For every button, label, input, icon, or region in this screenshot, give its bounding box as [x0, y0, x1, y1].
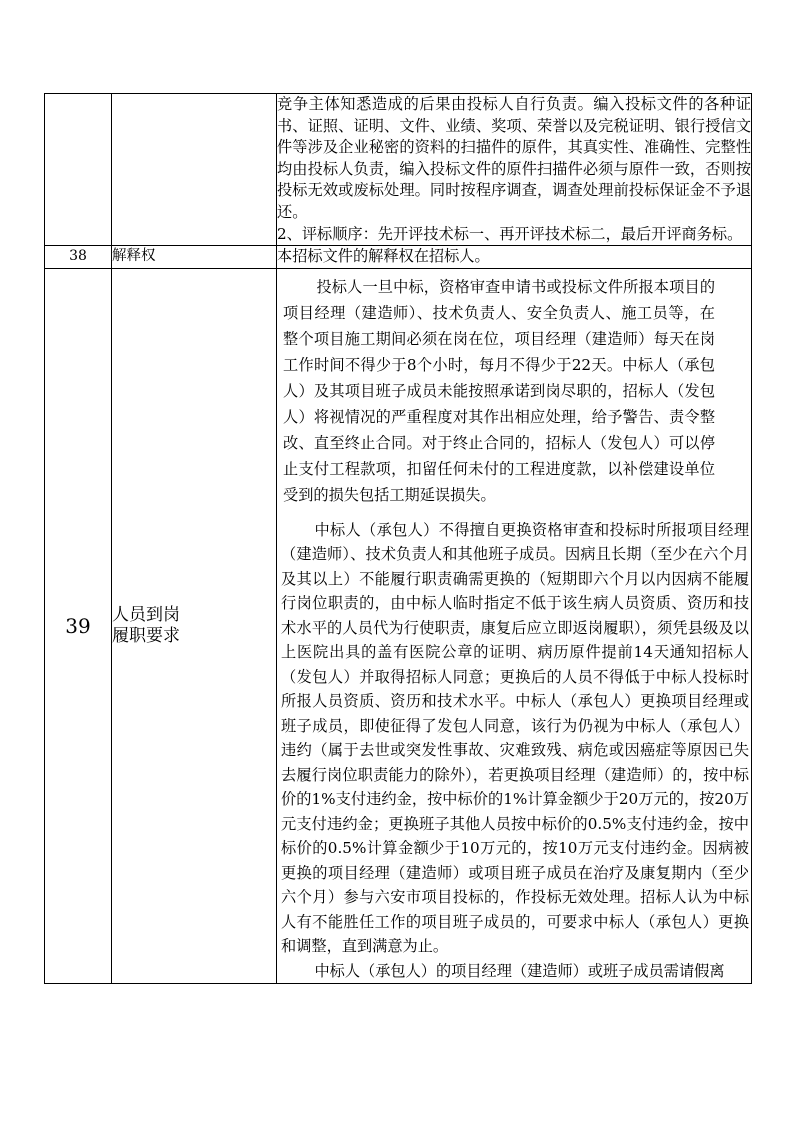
- clause-number-cell: [45, 246, 112, 269]
- clause-paragraph: 2、评标顺序：先开评技术标一、再开评技术标二，最后开评商务标。: [277, 224, 743, 243]
- clause-number-cell: [45, 94, 112, 246]
- clause-body-cell: [277, 246, 752, 269]
- clause-block-replacement: [277, 508, 751, 984]
- clause-name-cell: [112, 94, 277, 246]
- clause-paragraph: 投标人一旦中标，资格审查申请书或投标文件所报本项目的项目经理（建造师）、技术负责人、安全负责人、施工员等，在整个项目施工期间必须在岗在位，项目经理（建造师）每天在岗工作时间不得少于8个小时，每月不得少于22天。中标人（承包人）及其项目班子成员未能按照承诺到岗尽职的，招标人（发包人）将视情况的严重程度对其作出相应处理，给予警告、责令整改、直至终止合同。对于终止合同的，招标人（发包人）可以停止支付工程款项，扣留任何未付的工程进度款，以补偿建设单位受到的损失包括工期延误损失。: [283, 277, 715, 504]
- clause-paragraph: 竞争主体知悉造成的后果由投标人自行负责。编入投标文件的各种证书、证照、证明、文件、业绩、奖项、荣誉以及完税证明、银行授信文件等涉及企业秘密的资料的扫描件的原件，其真实性、准确性、完整性均由投标人负责，编入投标文件的原件扫描件必须与原件一致，否则按投标无效或废标处理。同时按程序调查，调查处理前投标保证金不予退还。: [277, 95, 751, 221]
- clause-body-cell: [277, 94, 752, 246]
- clause-paragraph: 本招标文件的解释权在招标人。: [277, 247, 490, 266]
- clause-paragraph: 中标人（承包人）不得擅自更换资格审查和投标时所报项目经理（建造师）、技术负责人和其他班子成员。因病且长期（至少在六个月及其以上）不能履行职责确需更换的（短期即六个月以内因病不能履行岗位职责的，由中标人临时指定不低于该生病人员资质、资历和技术水平的人员代为行使职责，康复后应立即返岗履职），须凭县级及以上医院出具的盖有医院公章的证明、病历原件提前14天通知招标人（发包人）并取得招标人同意；更换后的人员不得低于中标人投标时所报人员资质、资历和技术水平。中标人（承包人）更换项目经理或班子成员，即使征得了发包人同意，该行为仍视为中标人（承包人）违约（属于去世或突发性事故、灾难致残、病危或因癌症等原因已失去履行岗位职责能力的除外），若更换项目经理（建造师）的，按中标价的1%支付违约金，按中标价的1%计算金额少于20万元的，按20万元支付违约金；更换班子其他人员按中标价的0.5%支付违约金，按中标价的0.5%计算金额少于10万元的，按10万元支付违约金。因病被更换的项目经理（建造师）或项目班子成员在治疗及康复期内（至少六个月）参与六安市项目投标的，作投标无效处理。招标人认为中标人有不能胜任工作的项目班子成员的，可要求中标人（承包人）更换和调整，直到满意为止。: [281, 520, 749, 956]
- clause-block-onsite-duty: [277, 269, 751, 508]
- table-row-38: [45, 246, 752, 269]
- clause-body-cell: [277, 268, 752, 984]
- clause-name-cell: [112, 268, 277, 984]
- clause-number: 39: [65, 614, 91, 638]
- clause-name: 解释权: [112, 248, 156, 265]
- clause-paragraph: 中标人（承包人）的项目经理（建造师）或班子成员需请假离: [314, 961, 725, 980]
- table-row-39: [45, 268, 752, 984]
- clause-name-line-2: 履职要求: [112, 626, 180, 646]
- clause-name-cell: [112, 246, 277, 269]
- clause-number-cell: [45, 268, 112, 984]
- tender-clauses-table: [44, 93, 752, 984]
- table-row-continuation: [45, 94, 752, 246]
- clause-number: 38: [69, 248, 87, 265]
- clause-name-line-1: 人员到岗: [112, 605, 180, 625]
